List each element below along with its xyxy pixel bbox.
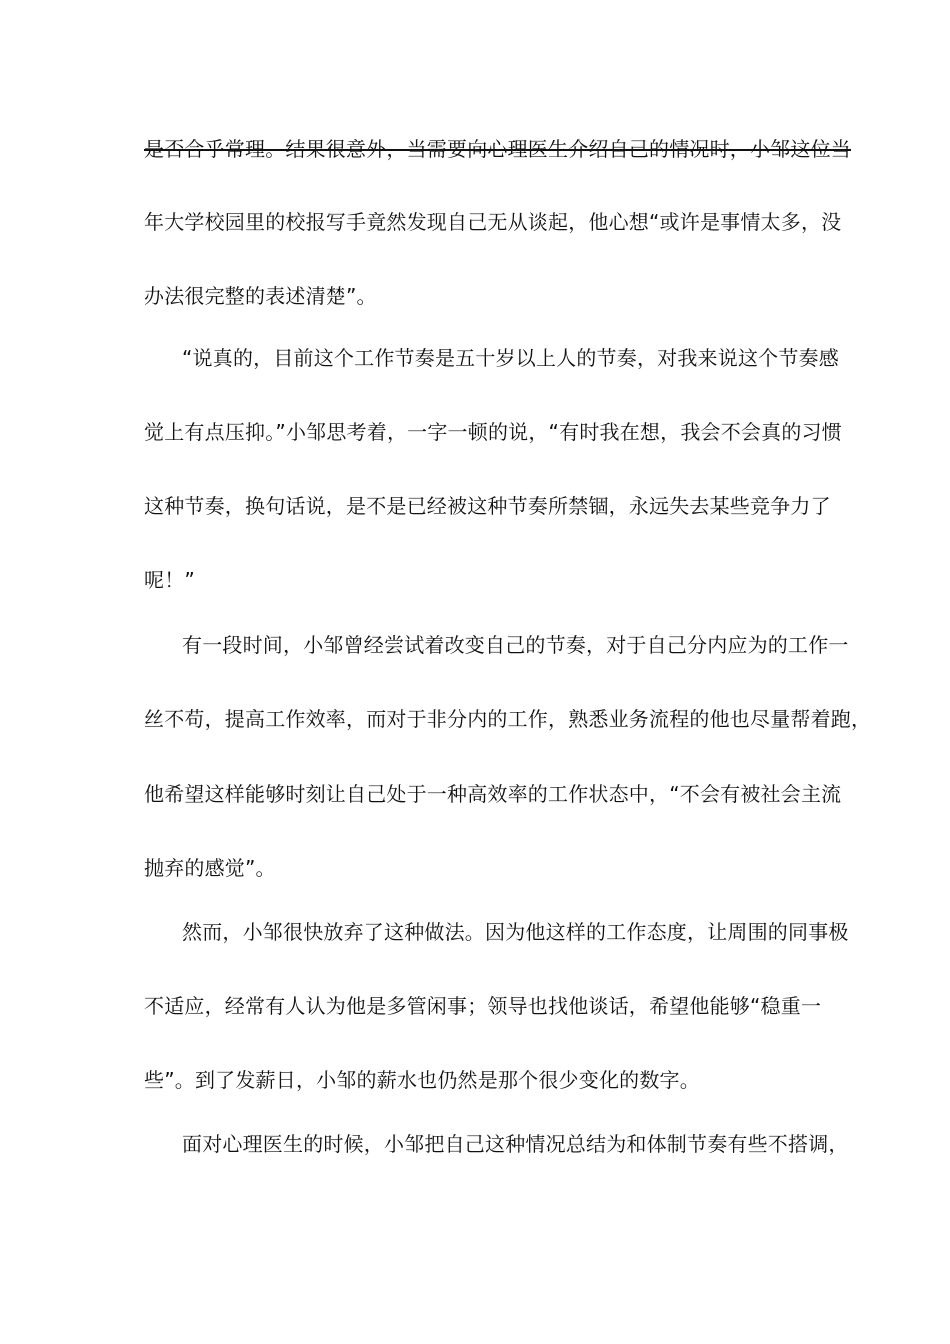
text-line-10: 他希望这样能够时刻让自己处于一种高效率的工作状态中，“不会有被社会主流 <box>144 782 842 806</box>
text-line-7: 呢！” <box>144 568 195 592</box>
text-line-13: 不适应，经常有人认为他是多管闲事；领导也找他谈话，希望他能够“稳重一 <box>144 994 822 1018</box>
text-line-3: 办法很完整的表述清楚”。 <box>144 284 377 308</box>
text-line-9: 丝不苟，提高工作效率，而对于非分内的工作，熟悉业务流程的他也尽量帮着跑， <box>144 707 872 731</box>
text-line-1-strikethrough: 是否合乎常理。结果很意外，当需要向心理医生介绍自己的情况时，小邹这位当 <box>144 137 851 161</box>
text-line-14: 些”。到了发薪日，小邹的薪水也仍然是那个很少变化的数字。 <box>144 1068 700 1092</box>
text-line-15: 面对心理医生的时候，小邹把自己这种情况总结为和体制节奏有些不搭调， <box>182 1132 849 1156</box>
text-line-2: 年大学校园里的校报写手竟然发现自己无从谈起，他心想“或许是事情太多，没 <box>144 210 842 234</box>
text-line-8: 有一段时间，小邹曾经尝试着改变自己的节奏，对于自己分内应为的工作一 <box>182 633 849 657</box>
text-line-4: “说真的，目前这个工作节奏是五十岁以上人的节奏，对我来说这个节奏感 <box>182 346 839 370</box>
text-line-11: 抛弃的感觉”。 <box>144 856 276 880</box>
text-line-5: 觉上有点压抑。”小邹思考着，一字一顿的说，“有时我在想，我会不会真的习惯 <box>144 420 842 444</box>
text-line-12: 然而，小邹很快放弃了这种做法。因为他这样的工作态度，让周围的同事极 <box>182 920 849 944</box>
text-line-6: 这种节奏，换句话说，是不是已经被这种节奏所禁锢，永远失去某些竞争力了 <box>144 494 831 518</box>
